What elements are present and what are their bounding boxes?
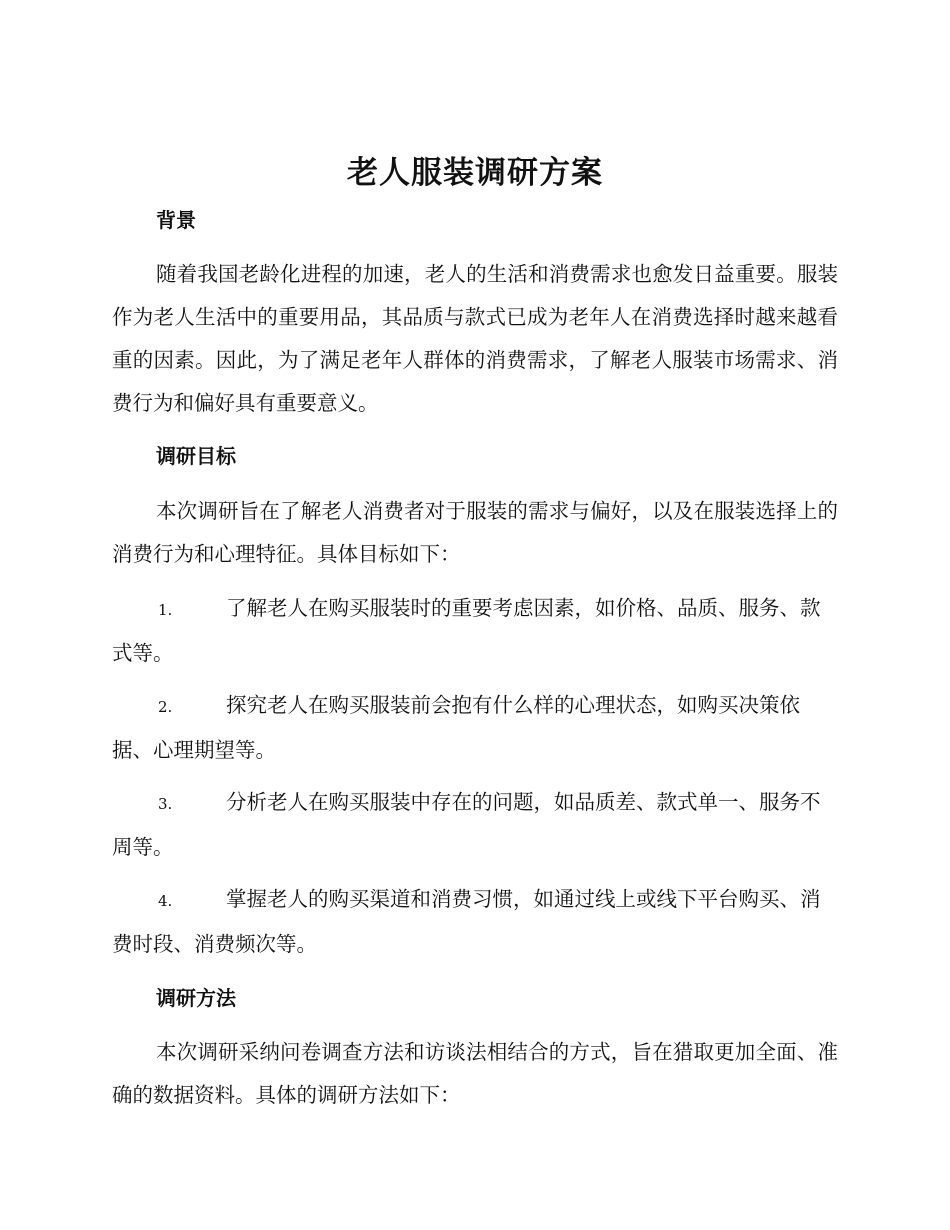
list-item-text: 分析老人在购买服装中存在的问题，如品质差、款式单一、服务不周等。: [112, 790, 821, 859]
document-title: 老人服装调研方案: [347, 155, 603, 191]
list-item-number: 4.: [158, 892, 173, 910]
list-item-number: 1.: [158, 601, 173, 619]
list-item-text: 了解老人在购买服装时的重要考虑因素，如价格、品质、服务、款式等。: [112, 596, 821, 665]
background-paragraph: 随着我国老龄化进程的加速，老人的生活和消费需求也愈发日益重要。服装作为老人生活中的重要用品，其品质与款式已成为老年人在消费选择时越来越看重的因素。因此，为了满足老年人群体的消费需求，了解老人服装市场需求、消费行为和偏好具有重要意义。: [112, 262, 838, 415]
objective-list-item: [112, 684, 838, 772]
objective-list-item: [112, 587, 838, 675]
methods-paragraph: 本次调研采纳问卷调查方法和访谈法相结合的方式，旨在猎取更加全面、准确的数据资料。具体的调研方法如下：: [112, 1040, 838, 1107]
list-item-number: 2.: [158, 698, 173, 716]
section-heading-background: 背景: [156, 208, 196, 232]
list-item-number: 3.: [158, 795, 173, 813]
list-item-text: 掌握老人的购买渠道和消费习惯，如通过线上或线下平台购买、消费时段、消费频次等。: [112, 887, 821, 956]
section-heading-objectives: 调研目标: [156, 444, 236, 468]
list-item-text: 探究老人在购买服装前会抱有什么样的心理状态，如购买决策依据、心理期望等。: [112, 693, 800, 762]
objective-list-item: [112, 878, 838, 966]
objectives-paragraph: 本次调研旨在了解老人消费者对于服装的需求与偏好，以及在服装选择上的消费行为和心理特征。具体目标如下：: [112, 499, 838, 566]
objective-list-item: [112, 781, 838, 869]
section-heading-methods: 调研方法: [156, 986, 236, 1010]
